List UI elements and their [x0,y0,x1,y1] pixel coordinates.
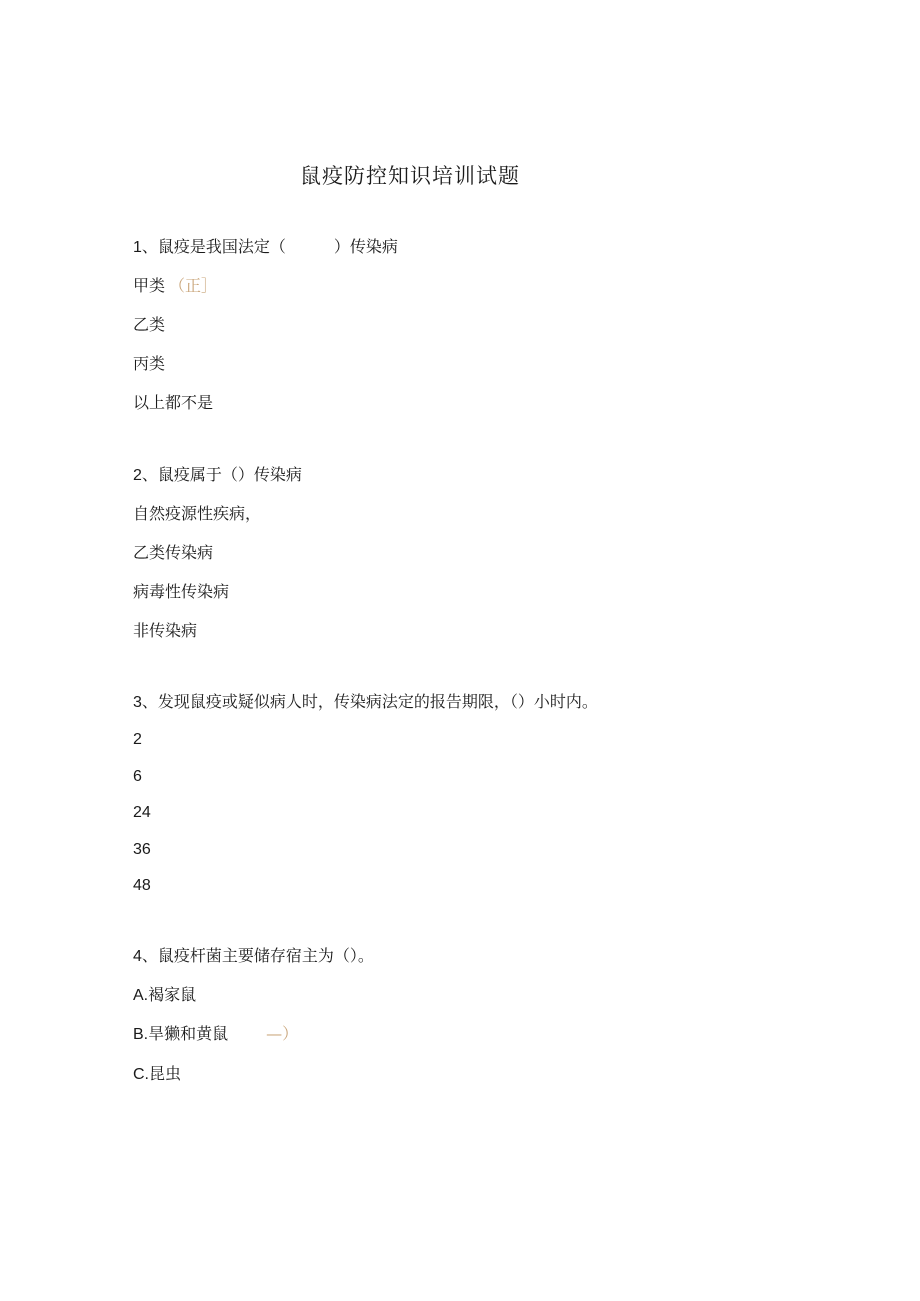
option-q2-4: 非传染病 [133,621,198,640]
option-text: 旱獭和黄鼠 [148,1024,229,1043]
question-text: 、鼠疫杆菌主要储存宿主为（）。 [141,946,374,965]
option-q4-a [133,985,196,1006]
option-letter: B. [133,1026,149,1043]
option-q4-c [133,1064,181,1085]
option-letter: C. [133,1066,149,1083]
option-q1-4: 以上都不是 [133,393,214,412]
page-title: 鼠疫防控知识培训试题 [300,164,520,188]
question-text: 、鼠疫是我国法定（ ）传染病 [141,237,398,256]
option-q2-1: 自然疫源性疾病， [133,504,262,523]
option-q3-4: 36 [133,841,151,858]
option-text: 褐家鼠 [148,985,197,1004]
option-q3-1: 2 [133,731,142,748]
option-letter: A. [133,987,149,1004]
question-3 [133,692,598,713]
option-q2-3: 病毒性传染病 [133,582,230,601]
option-text: 甲类 [133,276,166,295]
question-number: 3 [133,694,142,711]
option-q3-5: 48 [133,877,151,894]
question-2 [133,465,302,486]
question-4 [133,946,374,967]
option-q1-2: 乙类 [133,315,166,334]
question-number: 4 [133,948,142,965]
question-1 [133,237,398,258]
option-q4-b [133,1024,298,1045]
option-q3-2: 6 [133,768,142,785]
question-number: 1 [133,239,142,256]
question-text: 、发现鼠疫或疑似病人时，传染病法定的报告期限，（）小时内。 [141,692,598,711]
question-text: 、鼠疫属于（）传染病 [141,465,302,484]
option-q2-2: 乙类传染病 [133,543,214,562]
answer-mark: —） [266,1024,299,1043]
answer-mark: （正］ [169,276,218,295]
option-text: 昆虫 [149,1064,182,1083]
option-q1-3: 丙类 [133,354,166,373]
question-number: 2 [133,467,142,484]
option-q3-3: 24 [133,804,151,821]
option-q1-1 [133,276,217,296]
